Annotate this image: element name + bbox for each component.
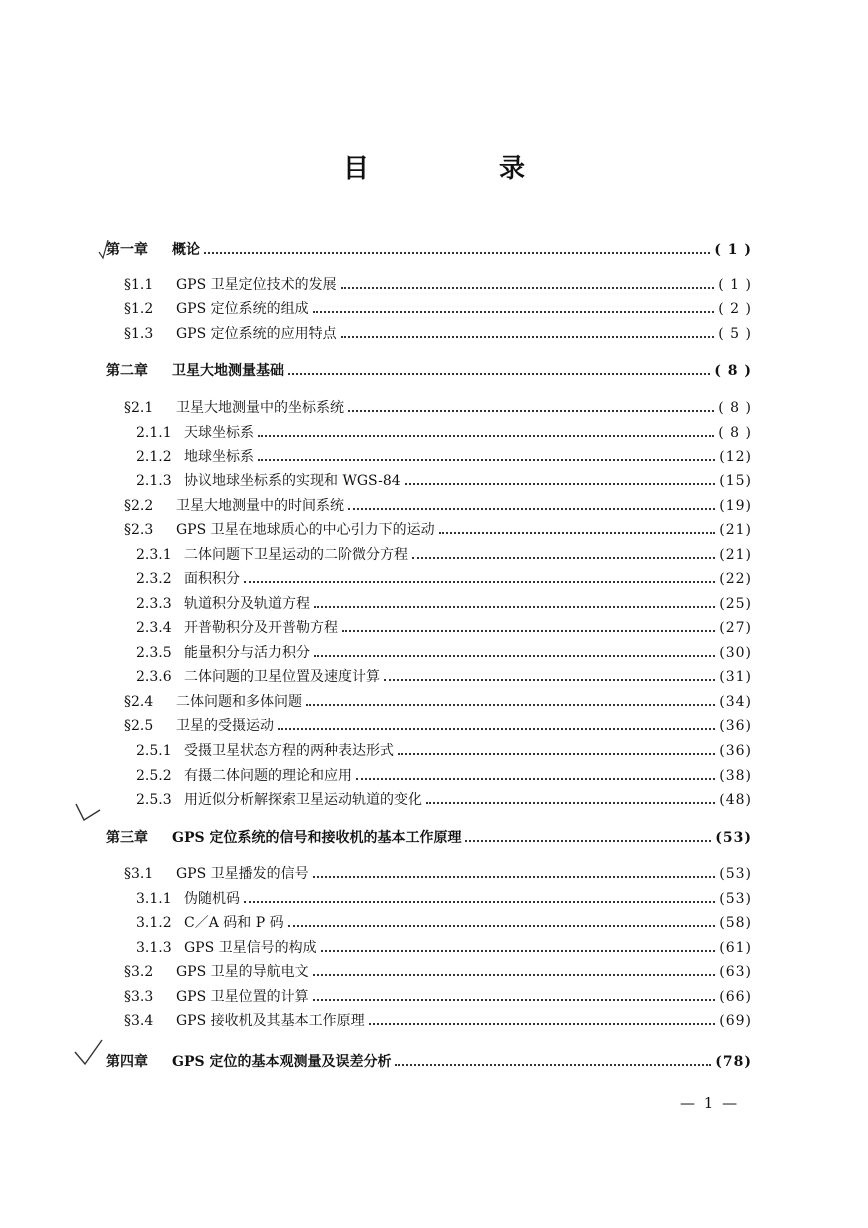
toc-entry-number: §3.1 xyxy=(124,866,154,882)
toc-entry-number: 2.3.4 xyxy=(136,620,172,636)
leader-dots xyxy=(341,275,715,289)
toc-entry-number: 3.1.1 xyxy=(136,891,172,907)
check-mark-icon xyxy=(96,236,112,262)
leader-dots xyxy=(465,828,711,842)
toc-entry xyxy=(124,398,752,418)
toc-entry-label: GPS 卫星的导航电文 xyxy=(176,964,309,980)
leader-dots xyxy=(288,913,716,927)
toc-entry-page: ( 2 ) xyxy=(718,301,752,317)
toc-entry-number: 第二章 xyxy=(106,363,148,379)
toc-entry xyxy=(136,790,752,810)
toc-entry-number: §3.3 xyxy=(124,989,154,1005)
toc-entry xyxy=(136,938,752,958)
toc-entry-number: 2.5.2 xyxy=(136,768,172,784)
toc-entry-label: 卫星的受摄运动 xyxy=(176,718,274,734)
toc-entry-number: §2.5 xyxy=(124,718,154,734)
toc-entry xyxy=(136,594,752,614)
toc-entry-page: (58) xyxy=(719,915,752,931)
toc-entry-label: 卫星大地测量中的时间系统 xyxy=(176,498,344,514)
toc-entry-page: (25) xyxy=(719,596,752,612)
toc-entry-label: GPS 卫星定位技术的发展 xyxy=(176,277,337,293)
toc-entry-page: ( 1 ) xyxy=(718,277,752,293)
leader-dots xyxy=(341,324,715,338)
toc-entry-page: (48) xyxy=(719,792,752,808)
toc-entry-label: GPS 定位系统的组成 xyxy=(176,301,309,317)
toc-entry-number: 2.5.1 xyxy=(136,743,172,759)
toc-entry xyxy=(124,324,752,344)
toc-entry-number: 2.3.2 xyxy=(136,571,172,587)
toc-entry xyxy=(136,423,752,443)
toc-entry-number: 3.1.2 xyxy=(136,915,172,931)
toc-entry-page: (22) xyxy=(719,571,752,587)
toc-entry xyxy=(124,962,752,982)
leader-dots xyxy=(313,299,715,313)
leader-dots xyxy=(244,889,715,903)
toc-entry-page: (53) xyxy=(715,830,752,846)
leader-dots xyxy=(356,766,715,780)
toc-entry xyxy=(136,667,752,687)
leader-dots xyxy=(395,1052,711,1066)
toc-entry-page: (12) xyxy=(719,449,752,465)
toc-entry-label: GPS 定位的基本观测量及误差分析 xyxy=(172,1054,392,1070)
toc-entry xyxy=(124,864,752,884)
toc-entry-page: (66) xyxy=(719,989,752,1005)
toc-entry-page: (36) xyxy=(719,743,752,759)
leader-dots xyxy=(306,692,715,706)
toc-entry-page: ( 8 ) xyxy=(718,425,752,441)
toc-entry xyxy=(106,361,752,381)
toc-entry-label: 面积积分 xyxy=(184,571,240,587)
toc-entry-label: GPS 卫星信号的构成 xyxy=(184,940,317,956)
toc-entry xyxy=(136,889,752,909)
toc-entry xyxy=(136,545,752,565)
leader-dots xyxy=(314,643,715,657)
toc-entry-label: 卫星大地测量基础 xyxy=(172,363,284,379)
leader-dots xyxy=(244,569,715,583)
toc-entry xyxy=(124,275,752,295)
toc-entry-number: 2.1.3 xyxy=(136,473,172,489)
toc-entry-number: 2.3.3 xyxy=(136,596,172,612)
leader-dots xyxy=(439,520,716,534)
toc-entry-page: (31) xyxy=(719,669,752,685)
toc-entry xyxy=(136,913,752,933)
toc-entry-number: §2.1 xyxy=(124,400,154,416)
toc-entry-page: (15) xyxy=(719,473,752,489)
toc-entry-label: 能量积分与活力积分 xyxy=(184,645,310,661)
toc-entry-label: 开普勒积分及开普勒方程 xyxy=(184,620,338,636)
toc-entry-number: §1.2 xyxy=(124,301,154,317)
toc-entry xyxy=(136,471,752,491)
toc-entry-page: (27) xyxy=(719,620,752,636)
toc-entry-label: GPS 定位系统的信号和接收机的基本工作原理 xyxy=(172,830,462,846)
leader-dots xyxy=(313,864,716,878)
toc-entry xyxy=(136,447,752,467)
toc-entry-label: 轨道积分及轨道方程 xyxy=(184,596,310,612)
toc-entry xyxy=(106,828,752,848)
toc-entry-number: 2.1.2 xyxy=(136,449,172,465)
toc-entry-number: §2.3 xyxy=(124,522,154,538)
toc-entry-label: 伪随机码 xyxy=(184,891,240,907)
page-title: 目 录 xyxy=(342,154,577,184)
toc-entry-label: 二体问题的卫星位置及速度计算 xyxy=(184,669,380,685)
leader-dots xyxy=(313,962,716,976)
toc-entry-number: 第四章 xyxy=(106,1054,148,1070)
leader-dots xyxy=(426,790,715,804)
toc-entry xyxy=(136,618,752,638)
toc-entry xyxy=(136,766,752,786)
toc-entry-label: 卫星大地测量中的坐标系统 xyxy=(176,400,344,416)
toc-entry xyxy=(124,692,752,712)
toc-entry-number: 2.3.6 xyxy=(136,669,172,685)
toc-entry-label: 概论 xyxy=(172,242,200,258)
leader-dots xyxy=(398,741,715,755)
toc-entry-number: 2.3.1 xyxy=(136,547,172,563)
toc-entry-page: (34) xyxy=(719,694,752,710)
toc-entry-label: 二体问题和多体问题 xyxy=(176,694,302,710)
toc-entry-page: (19) xyxy=(719,498,752,514)
toc-entry-page: (30) xyxy=(719,645,752,661)
leader-dots xyxy=(288,361,710,375)
toc-entry-number: §2.4 xyxy=(124,694,154,710)
toc-entry xyxy=(124,1011,752,1031)
toc-entry-page: (63) xyxy=(719,964,752,980)
page-number: — 1 — xyxy=(680,1094,740,1112)
toc-entry-number: §1.3 xyxy=(124,326,154,342)
toc-entry-number: 3.1.3 xyxy=(136,940,172,956)
toc-entry-page: (38) xyxy=(719,768,752,784)
toc-entry-page: ( 8 ) xyxy=(718,400,752,416)
toc-entry-label: 二体问题下卫星运动的二阶微分方程 xyxy=(184,547,408,563)
toc-entry-number: 2.3.5 xyxy=(136,645,172,661)
toc-entry xyxy=(136,741,752,761)
toc-entry-number: §3.4 xyxy=(124,1013,154,1029)
toc-entry-label: GPS 接收机及其基本工作原理 xyxy=(176,1013,365,1029)
toc-entry-page: (53) xyxy=(719,891,752,907)
toc-entry-label: 地球坐标系 xyxy=(184,449,254,465)
leader-dots xyxy=(278,716,715,730)
toc-entry xyxy=(106,1052,752,1072)
toc-entry-label: 天球坐标系 xyxy=(184,425,254,441)
leader-dots xyxy=(258,423,714,437)
toc-entry xyxy=(124,987,752,1007)
toc-entry-page: (78) xyxy=(715,1054,752,1070)
toc-entry xyxy=(136,569,752,589)
toc-entry xyxy=(124,299,752,319)
leader-dots xyxy=(314,594,715,608)
toc-entry-number: 2.1.1 xyxy=(136,425,172,441)
leader-dots xyxy=(258,447,715,461)
toc-entry-label: 受摄卫星状态方程的两种表达形式 xyxy=(184,743,394,759)
leader-dots xyxy=(313,987,716,1001)
toc-entry-page: ( 5 ) xyxy=(718,326,752,342)
toc-entry-page: (21) xyxy=(719,547,752,563)
leader-dots xyxy=(204,240,710,254)
toc-entry-label: GPS 卫星在地球质心的中心引力下的运动 xyxy=(176,522,435,538)
toc-entry-page: (69) xyxy=(719,1013,752,1029)
toc-entry-label: GPS 卫星位置的计算 xyxy=(176,989,309,1005)
toc-entry-number: §1.1 xyxy=(124,277,154,293)
check-mark-icon xyxy=(74,798,104,826)
toc-entry xyxy=(136,643,752,663)
toc-entry-number: 2.5.3 xyxy=(136,792,172,808)
leader-dots xyxy=(405,471,716,485)
toc-entry-label: C／A 码和 P 码 xyxy=(184,915,284,931)
toc-entry-label: GPS 定位系统的应用特点 xyxy=(176,326,337,342)
toc-entry-page: (53) xyxy=(719,866,752,882)
leader-dots xyxy=(348,398,714,412)
toc-entry-page: (36) xyxy=(719,718,752,734)
toc-entry-number: 第一章 xyxy=(106,242,148,258)
leader-dots xyxy=(412,545,715,559)
leader-dots xyxy=(369,1011,716,1025)
toc-entry-page: (61) xyxy=(719,940,752,956)
toc-entry-label: GPS 卫星播发的信号 xyxy=(176,866,309,882)
leader-dots xyxy=(348,496,715,510)
toc-entry-label: 有摄二体问题的理论和应用 xyxy=(184,768,352,784)
toc-entry-number: 第三章 xyxy=(106,830,148,846)
toc-entry xyxy=(124,716,752,736)
toc-entry-number: §3.2 xyxy=(124,964,154,980)
toc-entry xyxy=(124,496,752,516)
toc-entry xyxy=(124,520,752,540)
toc-entry-page: ( 8 ) xyxy=(714,363,752,379)
toc-entry xyxy=(106,240,752,260)
toc-entry-page: ( 1 ) xyxy=(714,242,752,258)
toc-entry-page: (21) xyxy=(719,522,752,538)
leader-dots xyxy=(321,938,716,952)
toc-entry-label: 用近似分析解探索卫星运动轨道的变化 xyxy=(184,792,422,808)
check-mark-icon xyxy=(72,1034,106,1068)
toc-entry-label: 协议地球坐标系的实现和 WGS-84 xyxy=(184,473,401,489)
toc-entry-number: §2.2 xyxy=(124,498,154,514)
leader-dots xyxy=(384,667,715,681)
leader-dots xyxy=(342,618,715,632)
